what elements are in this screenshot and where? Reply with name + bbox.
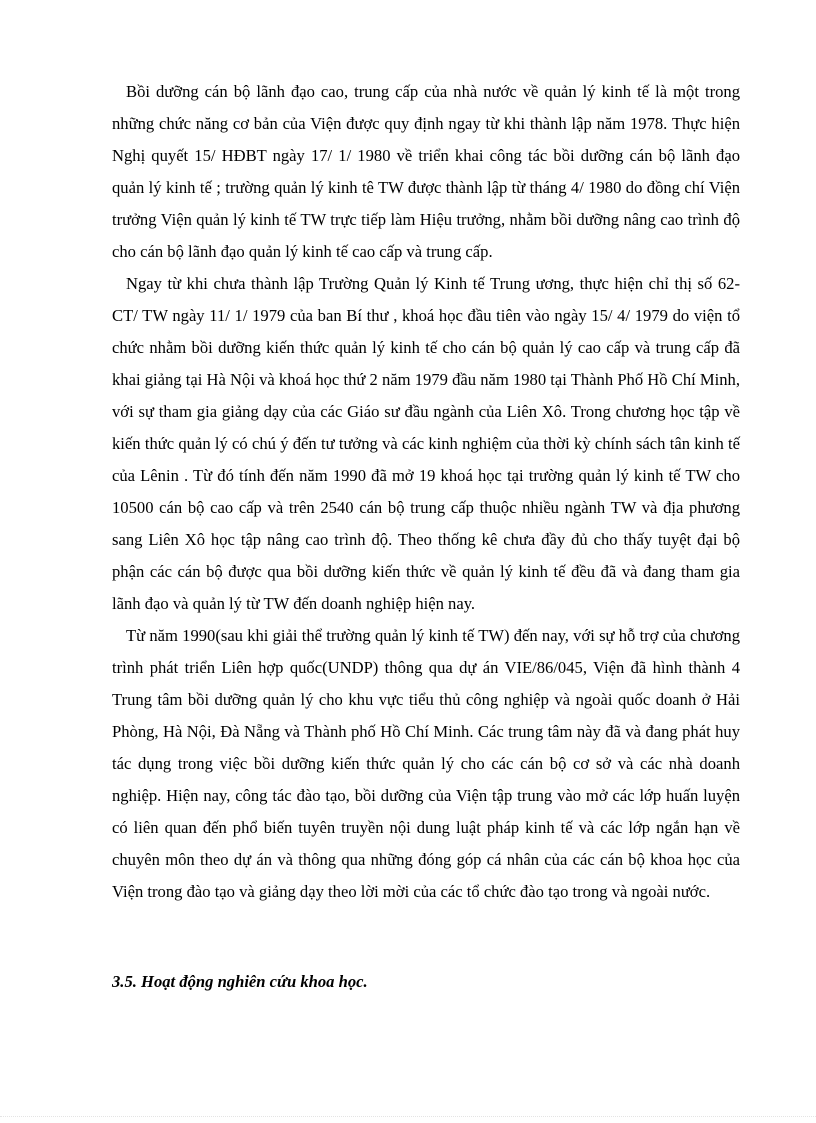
section-heading: 3.5. Hoạt động nghiên cứu khoa học. bbox=[112, 972, 368, 991]
paragraph-school-history: Ngay từ khi chưa thành lập Trường Quản lý Kinh tế Trung ương, thực hiện chỉ thị số 62- CT/ TW ngày 11/ 1/ 1979 của ban Bí thư , khoá học đầu tiên vào ngày 15/ 4/ 1979 do viện tổ chức nhằm bồi dưỡng kiến thức quản lý kinh tế cho cán bộ quản lý cao cấp và trung cấp đã khai giảng tại Hà Nội và khoá học thứ 2 năm 1979 đầu năm 1980 tại Thành Phố Hồ Chí Minh, với sự tham gia giảng dạy của các Giáo sư đầu ngành của Liên Xô. Trong chương học tập về kiến thức quản lý có chú ý đến tư tưởng và các kinh nghiệm của thời kỳ chính sách tân kinh tế của Lênin . Từ đó tính đến năm 1990 đã mở 19 khoá học tại trường quản lý kinh tế TW cho 10500 cán bộ cao cấp và trên 2540 cán bộ trung cấp thuộc nhiều ngành TW và địa phương sang Liên Xô học tập nâng cao trình độ. Theo thống kê chưa đầy đủ cho thấy tuyệt đại bộ phận các cán bộ được qua bồi dưỡng kiến thức về quản lý kinh tế đều đã và đang tham gia lãnh đạo và quản lý từ TW đến doanh nghiệp hiện nay. bbox=[112, 274, 740, 613]
paragraph-undp-centers: Từ năm 1990(sau khi giải thể trường quản lý kinh tế TW) đến nay, với sự hỗ trợ của chương trình phát triển Liên hợp quốc(UNDP) thông qua dự án VIE/86/045, Viện đã hình thành 4 Trung tâm bồi dưỡng quản lý cho khu vực tiểu thủ công nghiệp và ngoài quốc doanh ở Hải Phòng, Hà Nội, Đà Nẵng và Thành phố Hồ Chí Minh. Các trung tâm này đã và đang phát huy tác dụng trong việc bồi dưỡng kiến thức quản lý cho các cán bộ cơ sở và các nhà doanh nghiệp. Hiện nay, công tác đào tạo, bồi dưỡng của Viện tập trung vào mở các lớp huấn luyện có liên quan đến phổ biến tuyên truyền nội dung luật pháp kinh tế và các lớp ngắn hạn về chuyên môn theo dự án và thông qua những đóng góp cá nhân của các cán bộ khoa học của Viện trong đào tạo và giảng dạy theo lời mời của các tổ chức đào tạo trong và ngoài nước. bbox=[112, 626, 740, 901]
paragraph-training-role: Bồi dưỡng cán bộ lãnh đạo cao, trung cấp của nhà nước về quản lý kinh tế là một trong những chức năng cơ bản của Viện được quy định ngay từ khi thành lập năm 1978. Thực hiện Nghị quyết 15/ HĐBT ngày 17/ 1/ 1980 về triển khai công tác bồi dưỡng cán bộ lãnh đạo quản lý kinh tế ; trường quản lý kinh tê TW được thành lập từ tháng 4/ 1980 do đồng chí Viện trưởng Viện quản lý kinh tế TW trực tiếp làm Hiệu trưởng, nhằm bồi dưỡng nâng cao trình độ cho cán bộ lãnh đạo quản lý kinh tế cao cấp và trung cấp. bbox=[112, 82, 740, 261]
page-bottom-edge bbox=[0, 1116, 816, 1123]
document-body bbox=[112, 76, 740, 908]
